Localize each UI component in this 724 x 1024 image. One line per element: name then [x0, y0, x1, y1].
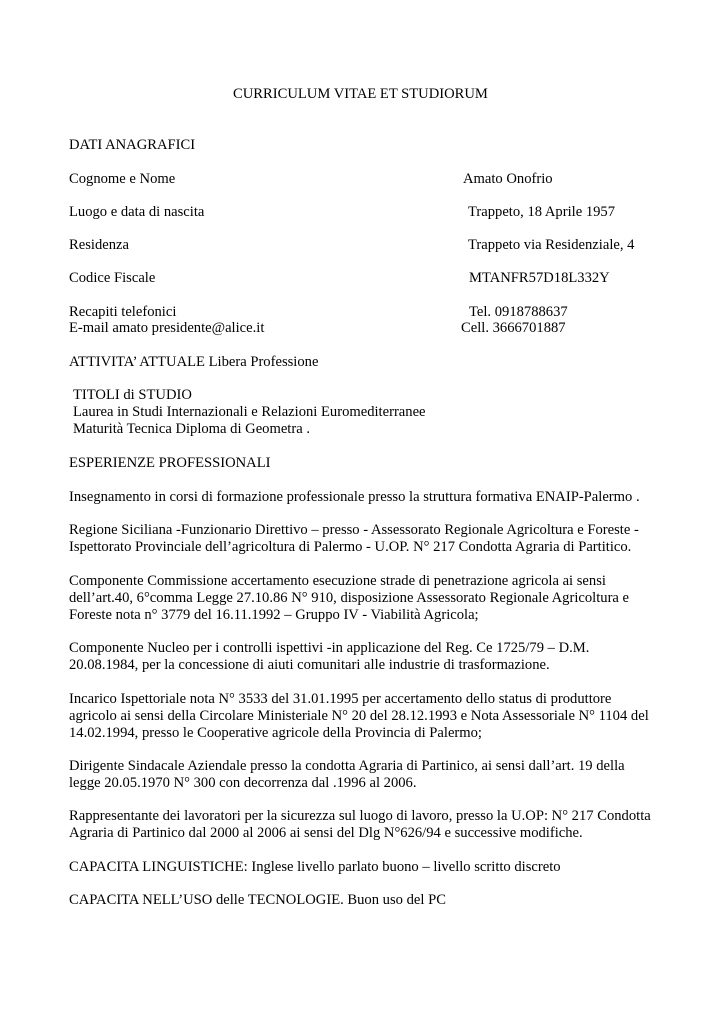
phone-value: Tel. 0918788637 — [469, 304, 568, 320]
residence-value: Trappeto via Residenziale, 4 — [468, 237, 635, 253]
personal-data-heading: DATI ANAGRAFICI — [69, 137, 196, 153]
experience-line: Agraria di Partinico dal 2000 al 2006 ai sensi del Dlg N°626/94 e successive modifiche. — [69, 825, 583, 841]
experience-item — [69, 808, 689, 842]
experience-item — [69, 640, 689, 674]
education-item: Laurea in Studi Internazionali e Relazioni Euromediterranee — [73, 404, 426, 420]
experience-line: Dirigente Sindacale Aziendale presso la condotta Agraria di Partinico, ai sensi dall’art. 19 della — [69, 758, 625, 774]
experience-item — [69, 522, 689, 556]
birth-label: Luogo e data di nascita — [69, 204, 205, 220]
experience-line: Incarico Ispettoriale nota N° 3533 del 31.01.1995 per accertamento dello status di produttore — [69, 691, 612, 707]
experience-item — [69, 573, 689, 624]
experience-line: legge 20.05.1970 N° 300 con decorrenza dal .1996 al 2006. — [69, 775, 417, 791]
current-activity: ATTIVITA’ ATTUALE Libera Professione — [69, 354, 319, 370]
tax-code-label: Codice Fiscale — [69, 270, 156, 286]
education-heading: TITOLI di STUDIO — [73, 387, 192, 403]
name-value: Amato Onofrio — [463, 171, 553, 187]
experience-line: agricolo ai sensi della Circolare Ministeriale N° 20 del 28.12.1993 e Nota Assessoriale N° 1104 del — [69, 708, 649, 724]
education-item: Maturità Tecnica Diploma di Geometra . — [73, 421, 310, 437]
experience-item — [69, 489, 689, 506]
experience-line: Foreste nota n° 3779 del 16.11.1992 – Gruppo IV - Viabilità Agricola; — [69, 607, 479, 623]
experience-line: 20.08.1984, per la concessione di aiuti comunitari alle industrie di trasformazione. — [69, 657, 550, 673]
experience-line: Rappresentante dei lavoratori per la sicurezza sul luogo di lavoro, presso la U.OP: N° 217 Condotta — [69, 808, 651, 824]
experience-line: Ispettorato Provinciale dell’agricoltura di Palermo - U.OP. N° 217 Condotta Agraria di Partitico. — [69, 539, 632, 555]
tax-code-value: MTANFR57D18L332Y — [469, 270, 610, 286]
experience-line: dell’art.40, 6°comma Legge 27.10.86 N° 910, disposizione Assessorato Regionale Agricoltura e — [69, 590, 630, 606]
technology-skills: CAPACITA NELL’USO delle TECNOLOGIE. Buon uso del PC — [69, 892, 446, 908]
name-label: Cognome e Nome — [69, 171, 176, 187]
document-title: CURRICULUM VITAE ET STUDIORUM — [233, 86, 488, 102]
phone-label: Recapiti telefonici — [69, 304, 177, 320]
experience-line: Componente Nucleo per i controlli ispettivi -in applicazione del Reg. Ce 1725/79 – D.M. — [69, 640, 590, 656]
language-skills: CAPACITA LINGUISTICHE: Inglese livello parlato buono – livello scritto discreto — [69, 859, 561, 875]
experience-heading: ESPERIENZE PROFESSIONALI — [69, 455, 271, 471]
experience-line: Regione Siciliana -Funzionario Direttivo – presso - Assessorato Regionale Agricoltura e Foreste - — [69, 522, 639, 538]
experience-line: Insegnamento in corsi di formazione professionale presso la struttura formativa ENAIP-Palermo . — [69, 489, 640, 505]
mobile-value: Cell. 3666701887 — [461, 320, 566, 336]
birth-value: Trappeto, 18 Aprile 1957 — [468, 204, 616, 220]
experience-item — [69, 758, 689, 792]
residence-label: Residenza — [69, 237, 129, 253]
experience-line: Componente Commissione accertamento esecuzione strade di penetrazione agricola ai sensi — [69, 573, 606, 589]
experience-item — [69, 691, 689, 742]
email-label: E-mail amato presidente@alice.it — [69, 320, 265, 336]
experience-line: 14.02.1994, presso le Cooperative agricole della Provincia di Palermo; — [69, 725, 482, 741]
